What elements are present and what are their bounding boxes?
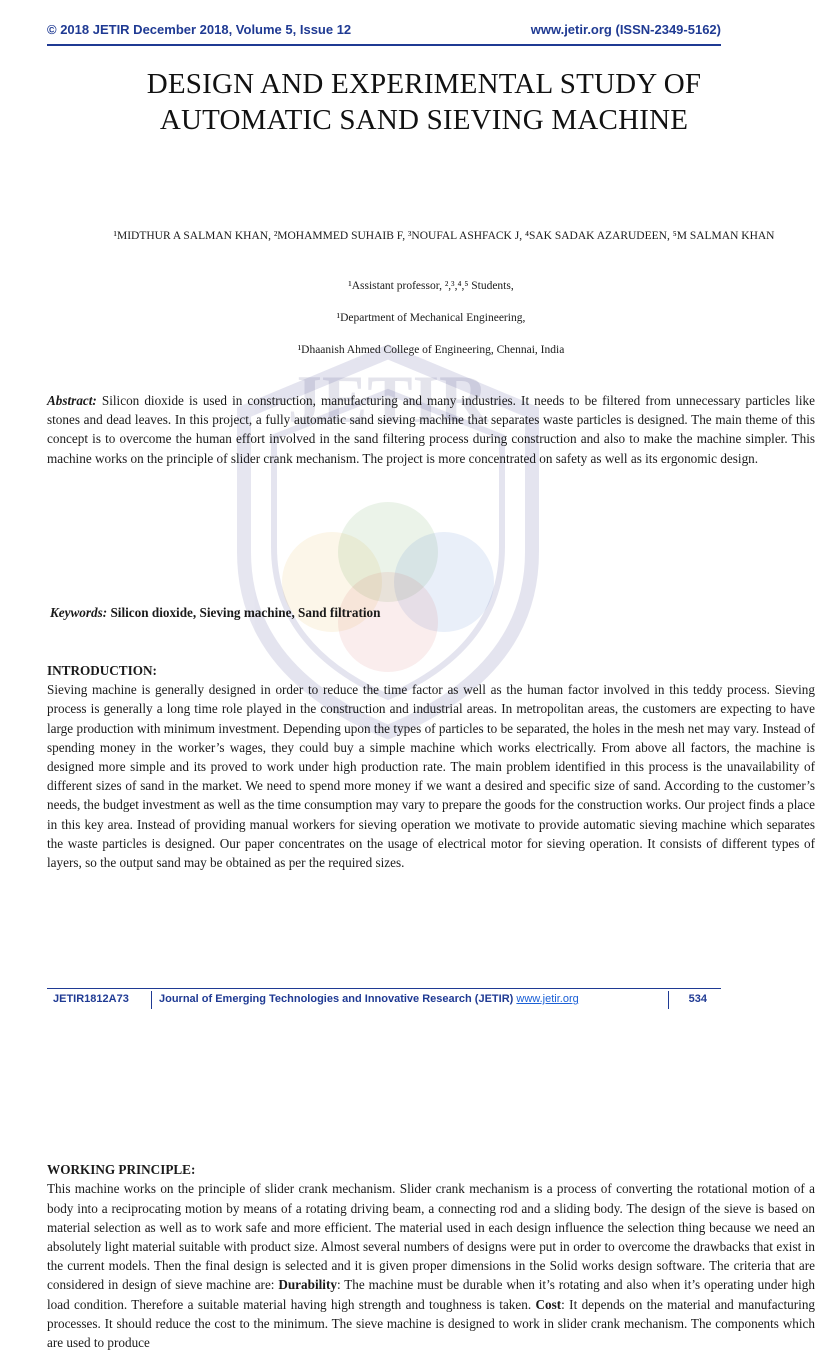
footer-divider <box>151 991 152 1009</box>
cost-label: Cost <box>535 1296 562 1312</box>
affiliation-institution: ¹Dhaanish Ahmed College of Engineering, Chennai, India <box>297 344 565 356</box>
keywords-label: Keywords: <box>50 604 108 620</box>
introduction-heading: INTRODUCTION: <box>47 663 157 679</box>
running-header <box>47 22 721 42</box>
header-journal-info: © 2018 JETIR December 2018, Volume 5, Issue 12 <box>47 22 352 37</box>
working-principle-text-b: : The machine must be durable when it’s rotating and also when it’s operating under high load condition. Therefore a suitable material having high strength and toughness is taken. <box>47 1277 815 1312</box>
working-principle-text-a: This machine works on the principle of slider crank mechanism. Slider crank mechanism is a process of converting the rotational motion of a body into a reciprocating motion by means of a rotating driving beam, a connecting rod and a sliding body. The design of the sieve is based on material selection as well as to work safe and more efficient. The material used in each design influence the selection thing because we need an absolutely light material suitable with product size. Almost several numbers of designs were put in order to overcome the drawbacks that exist in the current models. Then the final design is selected and it is given proper dimensions in the Solid works design software. The criteria that are considered in design of sieve machine are: <box>47 1181 815 1293</box>
working-principle-section <box>47 1160 815 1352</box>
abstract <box>47 391 815 468</box>
durability-label: Durability <box>278 1277 337 1293</box>
footer-journal-name: Journal of Emerging Technologies and Innovative Research (JETIR) <box>159 993 517 1005</box>
paper-title-line-1: DESIGN AND EXPERIMENTAL STUDY OF <box>146 68 702 100</box>
footer-journal <box>159 993 579 1005</box>
paper-title <box>40 66 808 138</box>
author-list: ¹MIDTHUR A SALMAN KHAN, ²MOHAMMED SUHAIB F, ³NOUFAL ASHFACK J, ⁴SAK SADAK AZARUDEEN, ⁵M SALMAN KHAN <box>113 230 775 242</box>
footer-paper-id: JETIR1812A73 <box>53 993 129 1005</box>
keywords <box>50 603 818 622</box>
paper-title-line-2: AUTOMATIC SAND SIEVING MACHINE <box>159 104 689 136</box>
affiliation-role: ¹Assistant professor, ²,³,⁴,⁵ Students, <box>348 280 514 292</box>
abstract-label: Abstract: <box>47 393 97 408</box>
page-number: 534 <box>688 993 707 1005</box>
abstract-text: Silicon dioxide is used in construction, manufacturing and many industries. It needs to be filtered from unnecessary particles like stones and dead leaves. In this project, a fully automatic sand sieving machine that separates waste particles is designed. The main theme of this concept is to overcome the human effort involved in the sand filtering process during construction and also to make the machine simpler. This machine works on the principle of slider crank mechanism. The project is more concentrated on safety as well as its ergonomic design. <box>47 393 815 466</box>
footer-rule <box>47 988 721 989</box>
working-principle-heading: WORKING PRINCIPLE: <box>47 1162 196 1178</box>
footer-website-link[interactable]: www.jetir.org <box>516 993 579 1005</box>
footer-divider <box>668 991 669 1009</box>
watermark-text: JETIR <box>287 361 489 437</box>
header-website-issn: www.jetir.org (ISSN-2349-5162) <box>530 22 721 37</box>
working-principle-text-c: : It depends on the material and manufacturing processes. It should reduce the cost to the minimum. The sieve machine is designed to work in slider crank mechanism. The components which are used to produce <box>47 1296 816 1351</box>
page-footer <box>47 993 721 1011</box>
introduction-text: Sieving machine is generally designed in order to reduce the time factor as well as the human factor involved in this teddy process. Sieving process is generally a long time role played in the construction and industrial areas. In metropolitan areas, the customers are expecting to have large production with minimum investment. Depending upon the types of particles to be separated, the holes in the mesh net may vary. Instead of spending money in the worker’s wages, they could buy a simple machine which works electrically. From above all factors, the machine is designed more simple and its proved to work under high production rate. The main problem identified in this process is the unavailability of different sizes of sand in the market. We need to spend more money if we want a desired and specific size of sand. According to the customer’s needs, the budget investment as well as the time consumption may vary to prepare the goods for the construction works. Our project finds a place in this key area. Instead of providing manual workers for sieving operation we motivate to provide automatic sieving machine which separates the waste particles is designed. Our paper concentrates on the usage of electrical motor for sieving operation. It consists of different types of layers, so the output sand may be obtained as per the required sizes. <box>47 682 815 871</box>
affiliation-department: ¹Department of Mechanical Engineering, <box>336 312 526 324</box>
header-rule <box>47 44 721 46</box>
keywords-text: Silicon dioxide, Sieving machine, Sand filtration <box>107 604 381 620</box>
introduction-section <box>47 661 815 872</box>
